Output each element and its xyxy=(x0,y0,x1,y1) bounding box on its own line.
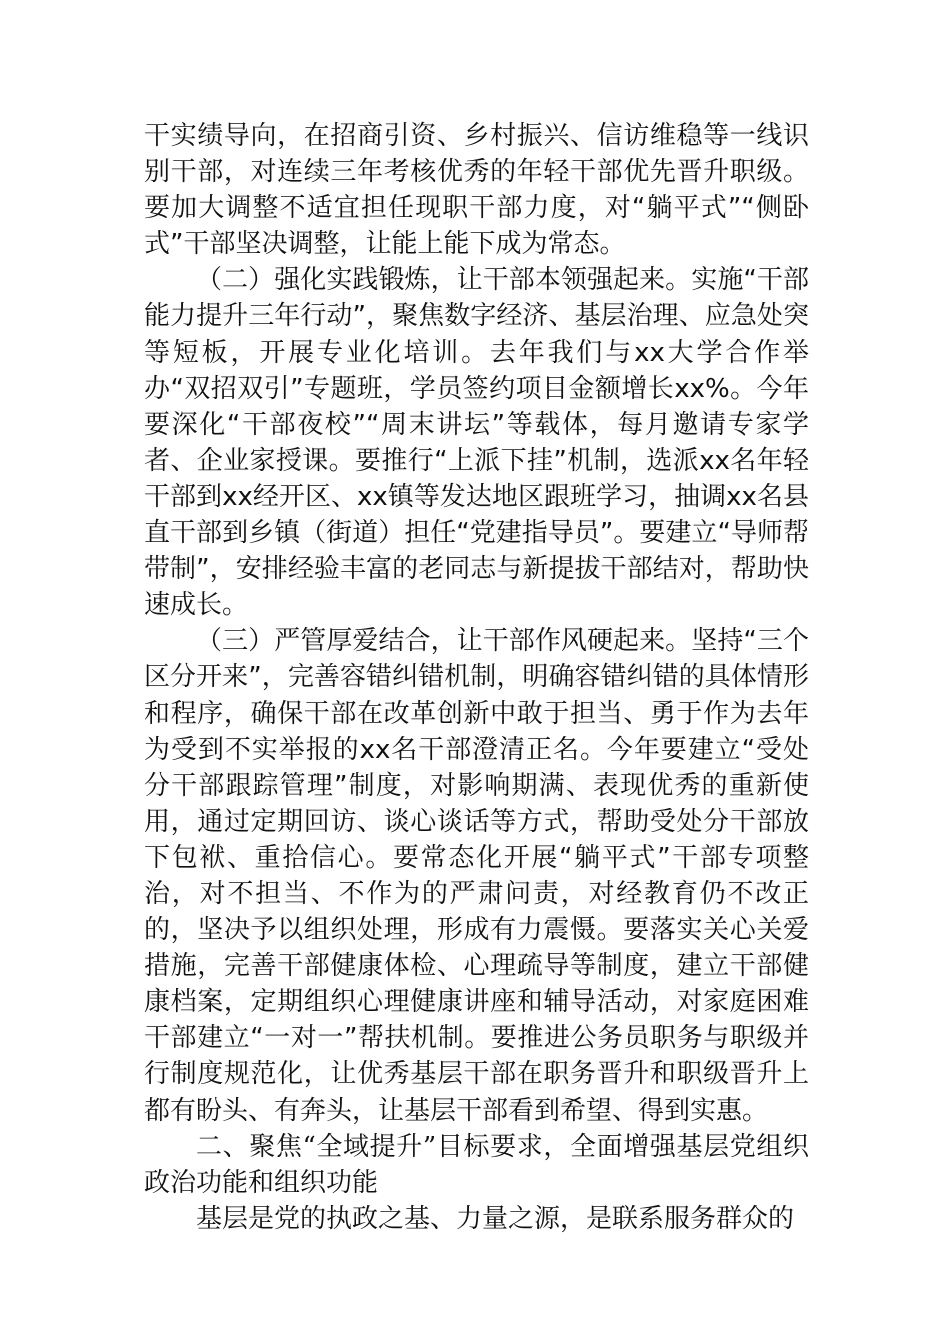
document-body xyxy=(144,118,809,1237)
paragraph-strict-management: （三）严管厚爱结合，让干部作风硬起来。坚持“三个区分开来”，完善容错纠错机制，明确容错纠错的具体情形和程序，确保干部在改革创新中敢于担当、勇于作为去年为受到不实举报的xx名干部澄清正名。今年要建立“受处分干部跟踪管理”制度，对影响期满、表现优秀的重新使用，通过定期回访、谈心谈话等方式，帮助受处分干部放下包袱、重拾信心。要常态化开展“躺平式”干部专项整治，对不担当、不作为的严肃问责，对经教育仍不改正的，坚决予以组织处理，形成有力震慑。要落实关心关爱措施，完善干部健康体检、心理疏导等制度，建立干部健康档案，定期组织心理健康讲座和辅导活动，对家庭困难干部建立“一对一”帮扶机制。要推进公务员职务与职级并行制度规范化，让优秀基层干部在职务晋升和职级晋升上都有盼头、有奔头，让基层干部看到希望、得到实惠。 xyxy=(144,626,809,1126)
section-heading-two: 二、聚焦“全域提升”目标要求，全面增强基层党组织政治功能和组织功能 xyxy=(144,1131,809,1198)
paragraph-continued: 干实绩导向，在招商引资、乡村振兴、信访维稳等一线识别干部，对连续三年考核优秀的年轻干部优先晋升职级。要加大调整不适宜担任现职干部力度，对“躺平式”“侧卧式”干部坚决调整，让能上能下成为常态。 xyxy=(144,121,809,260)
paragraph-practice-training: （二）强化实践锻炼，让干部本领强起来。实施“干部能力提升三年行动”，聚焦数字经济、基层治理、应急处突等短板，开展专业化培训。去年我们与xx大学合作举办“双招双引”专题班，学员签约项目金额增长xx%。今年要深化“干部夜校”“周末讲坛”等载体，每月邀请专家学者、企业家授课。要推行“上派下挂”机制，选派xx名年轻干部到xx经开区、xx镇等发达地区跟班学习，抽调xx名县直干部到乡镇（街道）担任“党建指导员”。要建立“导师帮带制”，安排经验丰富的老同志与新提拔干部结对，帮助快速成长。 xyxy=(144,265,809,621)
paragraph-grassroots: 基层是党的执政之基、力量之源，是联系服务群众的 xyxy=(196,1203,795,1234)
